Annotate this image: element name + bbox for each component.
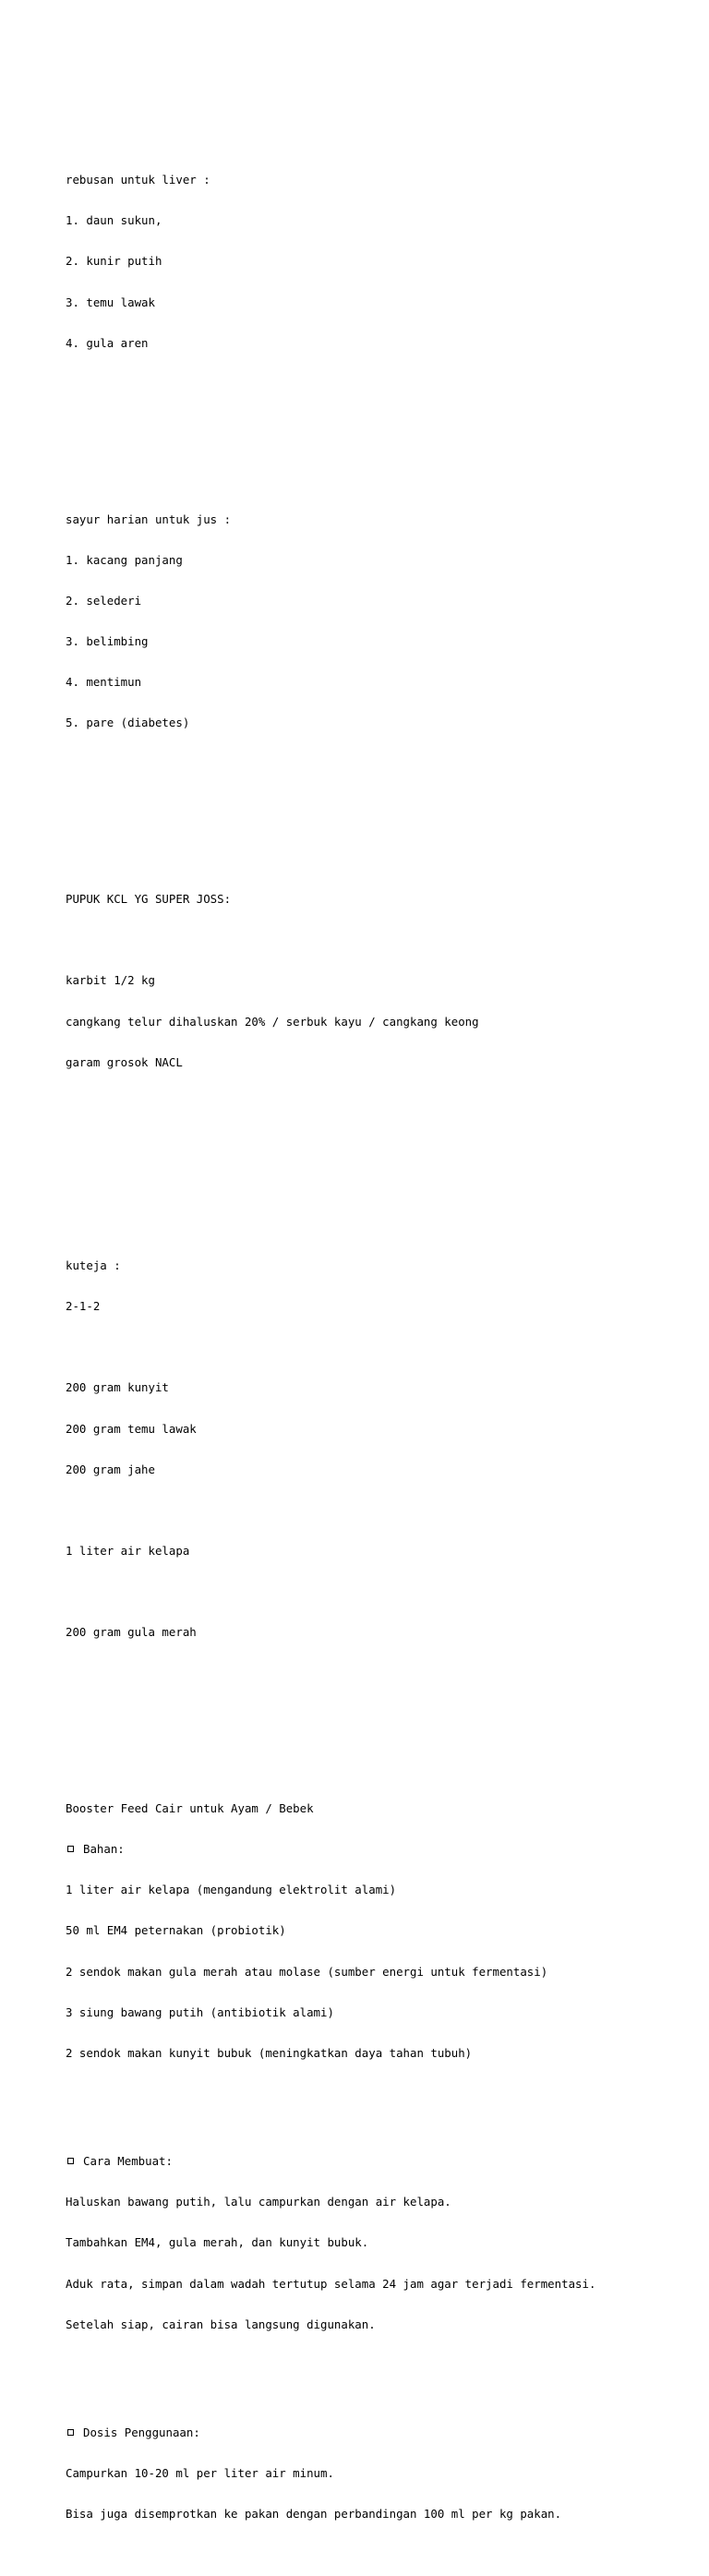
kuteja-spice: 200 gram jahe: [66, 1462, 155, 1476]
liver-item: 4. gula aren: [66, 335, 149, 350]
jus-section: [66, 486, 693, 757]
spacer: [66, 933, 693, 947]
pupuk-item: cangkang telur dihaluskan 20% / serbuk kayu / cangkang keong: [66, 1014, 479, 1029]
kuteja-spice: 200 gram temu lawak: [66, 1421, 197, 1436]
document-page: [66, 92, 693, 2576]
square-bullet-icon: [67, 2429, 74, 2436]
spacer: [66, 1707, 693, 1721]
spacer: [66, 1585, 693, 1599]
kuteja-sugar: 200 gram gula merah: [66, 1625, 197, 1640]
cara-heading-line: [66, 2155, 693, 2169]
bahan-item: 3 siung bawang putih (antibiotik alami): [66, 2004, 334, 2019]
bahan-item: 1 liter air kelapa (mengandung elektrolit alami): [66, 1883, 397, 1897]
booster-section: [66, 1776, 693, 2549]
bahan-heading-line: [66, 1843, 693, 1857]
booster-title: Booster Feed Cair untuk Ayam / Bebek: [66, 1801, 314, 1816]
liver-item: 3. temu lawak: [66, 295, 155, 309]
kuteja-ratio: 2-1-2: [66, 1299, 101, 1314]
spacer: [66, 1138, 693, 1178]
cara-item: Setelah siap, cairan bisa langsung digunakan.: [66, 2317, 376, 2331]
cara-heading: Cara Membuat:: [83, 2154, 173, 2169]
spacer: [66, 1504, 693, 1518]
kuteja-spice: 200 gram kunyit: [66, 1380, 169, 1395]
pupuk-section: [66, 866, 693, 1097]
liver-title: rebusan untuk liver :: [66, 173, 210, 187]
dosis-item: Bisa juga disemprotkan ke pakan dengan perbandingan 100 ml per kg pakan.: [66, 2507, 562, 2522]
kuteja-section: [66, 1233, 693, 1667]
liver-item: 2. kunir putih: [66, 254, 162, 269]
bahan-item: 50 ml EM4 peternakan (probiotik): [66, 1923, 286, 1938]
pupuk-item: karbit 1/2 kg: [66, 973, 155, 988]
pupuk-item: garam grosok NACL: [66, 1054, 183, 1069]
spacer: [66, 418, 693, 432]
dosis-item: Campurkan 10-20 ml per liter air minum.: [66, 2466, 334, 2481]
square-bullet-icon: [67, 1846, 74, 1852]
cara-item: Haluskan bawang putih, lalu campurkan dengan air kelapa.: [66, 2195, 451, 2209]
bahan-heading: Bahan:: [83, 1842, 125, 1857]
spacer: [66, 1341, 693, 1354]
pupuk-title: PUPUK KCL YG SUPER JOSS:: [66, 892, 232, 907]
cara-item: Aduk rata, simpan dalam wadah tertutup selama 24 jam agar terjadi fermentasi.: [66, 2276, 596, 2291]
liver-item: 1. daun sukun,: [66, 213, 162, 228]
jus-item: 5. pare (diabetes): [66, 716, 190, 730]
dosis-heading: Dosis Penggunaan:: [83, 2426, 200, 2440]
jus-item: 2. selederi: [66, 593, 142, 608]
bahan-item: 2 sendok makan gula merah atau molase (sumber energi untuk fermentasi): [66, 1964, 548, 1979]
spacer: [66, 798, 693, 812]
spacer: [66, 2101, 693, 2114]
liver-section: [66, 147, 693, 378]
jus-item: 4. mentimun: [66, 675, 142, 690]
bahan-item: 2 sendok makan kunyit bubuk (meningkatkan daya tahan tubuh): [66, 2045, 473, 2060]
kuteja-title: kuteja :: [66, 1258, 121, 1273]
cara-item: Tambahkan EM4, gula merah, dan kunyit bubuk.: [66, 2235, 369, 2250]
dosis-heading-line: [66, 2426, 693, 2440]
jus-item: 1. kacang panjang: [66, 552, 183, 567]
kuteja-water: 1 liter air kelapa: [66, 1543, 190, 1558]
square-bullet-icon: [67, 2158, 74, 2164]
jus-item: 3. belimbing: [66, 633, 149, 648]
spacer: [66, 2372, 693, 2386]
jus-title: sayur harian untuk jus :: [66, 512, 232, 526]
